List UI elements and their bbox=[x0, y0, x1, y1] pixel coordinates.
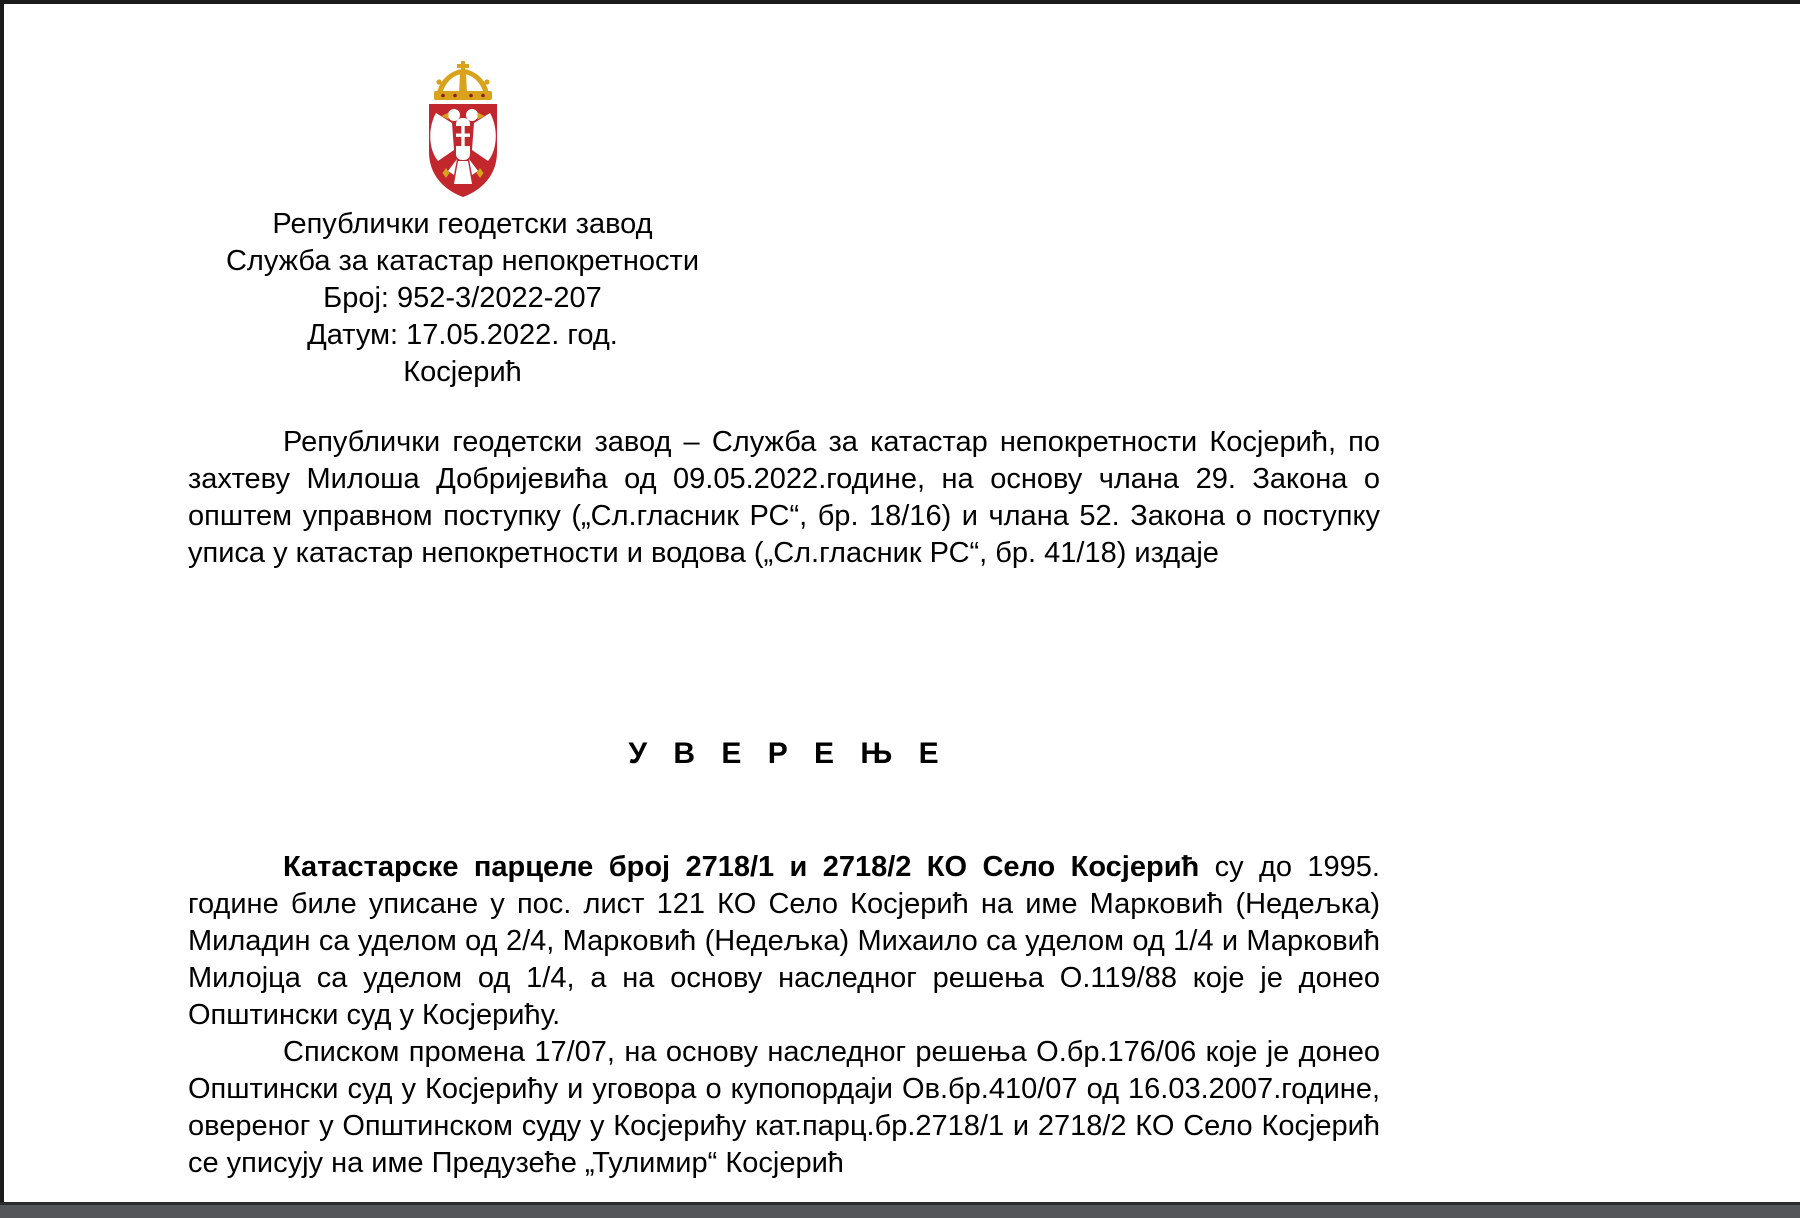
header-case-number: Број: 952-3/2022-207 bbox=[323, 282, 602, 314]
body-paragraph-parcels bbox=[188, 849, 1380, 1034]
header-org-service: Служба за катастар непокретности bbox=[225, 245, 700, 277]
header-place: Косјерић bbox=[403, 356, 522, 388]
page-edge-left bbox=[0, 0, 4, 1218]
document-body bbox=[188, 849, 1380, 1182]
intro-paragraph: Републички геодетски завод – Служба за катастар непокретности Косјерић, по захтеву Милоша Добријевића од 09.05.2022.године, на основу члана 29. Закона о општем управном поступку („Сл.гласник РС“, бр. 18/16) и члана 52. Закона о поступку уписа у катастар непокретности и водова („Сл.гласник РС“, бр. 41/18) издаје bbox=[188, 426, 1380, 569]
header-date: Датум: 17.05.2022. год. bbox=[307, 319, 618, 351]
header-org-name: Републички геодетски завод bbox=[272, 208, 653, 240]
document-header bbox=[190, 60, 735, 391]
body-paragraph-changes: Списком промена 17/07, на основу наследног решења О.бр.176/06 које је донео Општински суд у Косјерићу и уговора о купопордаји Ов.бр.410/07 од 16.03.2007.године, овереног у Општинском суду у Косјерићу кат.парц.бр.2718/1 и 2718/2 КО Село Косјерић се уписују на име Предузеће „Тулимир“ Косјерић bbox=[188, 1036, 1380, 1179]
window-bottom-edge bbox=[0, 1202, 1800, 1218]
serbia-coat-of-arms-icon bbox=[415, 60, 511, 200]
page-edge-top bbox=[0, 0, 1800, 4]
document-title: У В Е Р Е Њ Е bbox=[628, 737, 940, 770]
parcels-paragraph-rest: су до 1995. године биле уписане у пос. лист 121 КО Село Косјерић на име Марковић (Недељка) Миладин са уделом од 2/4, Марковић (Недељка) Михаило са уделом од 1/4 и Марковић Милојца са уделом од 1/4, а на основу наследног решења О.119/88 које је донео Општински суд у Косјерићу. bbox=[188, 851, 1380, 1031]
parcels-bold-text: Катастарске парцеле број 2718/1 и 2718/2 КО Село Косјерић bbox=[283, 851, 1200, 883]
